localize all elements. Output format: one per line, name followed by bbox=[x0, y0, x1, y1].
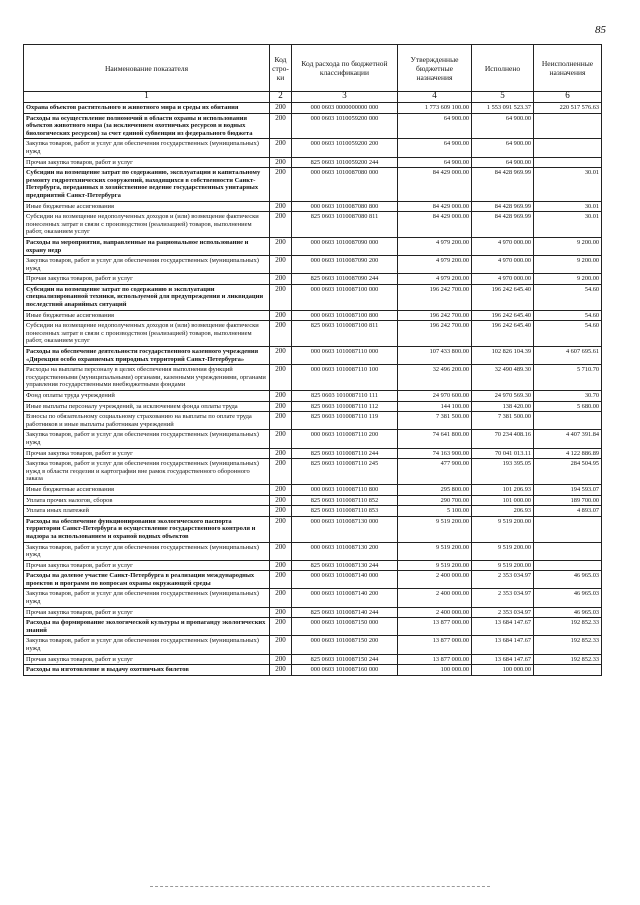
row-approved: 84 429 000.00 bbox=[398, 168, 472, 201]
row-approved: 74 163 900.00 bbox=[398, 448, 472, 459]
row-classification: 000 0603 1010059200 000 bbox=[292, 113, 398, 139]
row-executed: 193 395.05 bbox=[472, 459, 534, 485]
row-classification: 000 0603 1010087080 800 bbox=[292, 201, 398, 212]
row-code: 200 bbox=[270, 212, 292, 238]
row-unexecuted bbox=[534, 412, 602, 430]
row-classification: 000 0603 1010059200 200 bbox=[292, 139, 398, 157]
row-classification: 000 0603 1010087100 800 bbox=[292, 310, 398, 321]
row-unexecuted: 54.60 bbox=[534, 310, 602, 321]
table-row bbox=[24, 256, 602, 274]
row-approved: 290 700.00 bbox=[398, 495, 472, 506]
row-unexecuted: 5 680.00 bbox=[534, 401, 602, 412]
row-executed: 196 242 645.40 bbox=[472, 310, 534, 321]
row-code: 200 bbox=[270, 347, 292, 365]
row-executed: 101 206.93 bbox=[472, 484, 534, 495]
column-number: 1 bbox=[24, 92, 270, 103]
row-executed: 2 353 034.97 bbox=[472, 607, 534, 618]
row-unexecuted: 46 965.03 bbox=[534, 607, 602, 618]
row-executed: 100 000.00 bbox=[472, 665, 534, 676]
row-name: Закупка товаров, работ и услуг для обеспечения государственных (муниципальных) нужд bbox=[24, 256, 270, 274]
row-classification: 825 0603 1010087080 811 bbox=[292, 212, 398, 238]
row-code: 200 bbox=[270, 571, 292, 589]
table-row bbox=[24, 495, 602, 506]
table-row bbox=[24, 168, 602, 201]
row-classification: 825 0603 1010087110 112 bbox=[292, 401, 398, 412]
row-executed: 64 900.00 bbox=[472, 113, 534, 139]
row-unexecuted: 192 852.33 bbox=[534, 618, 602, 636]
table-row bbox=[24, 321, 602, 347]
row-classification: 000 0603 1010087150 000 bbox=[292, 618, 398, 636]
table-row bbox=[24, 516, 602, 542]
row-name: Субсидии на возмещение затрат по содержанию и эксплуатации специализированной техники, используемой для предупреждения и ликвидации последствий аварийных ситуаций bbox=[24, 284, 270, 310]
row-unexecuted bbox=[534, 542, 602, 560]
row-name: Прочая закупка товаров, работ и услуг bbox=[24, 448, 270, 459]
row-classification: 000 0603 1010087110 000 bbox=[292, 347, 398, 365]
table-row bbox=[24, 448, 602, 459]
row-code: 200 bbox=[270, 430, 292, 448]
page-number: 85 bbox=[595, 24, 606, 36]
row-unexecuted: 30.70 bbox=[534, 391, 602, 402]
row-name: Расходы на изготовление и выдачу охотничьих билетов bbox=[24, 665, 270, 676]
row-approved: 64 900.00 bbox=[398, 113, 472, 139]
row-code: 200 bbox=[270, 274, 292, 285]
row-classification: 000 0603 1010087090 000 bbox=[292, 237, 398, 255]
row-executed: 138 420.00 bbox=[472, 401, 534, 412]
row-approved: 84 429 000.00 bbox=[398, 201, 472, 212]
row-code: 200 bbox=[270, 607, 292, 618]
row-approved: 4 979 200.00 bbox=[398, 237, 472, 255]
row-name: Расходы на долевое участие Санкт-Петербурга в реализации международных проектов и программ по вопросам охраны окружающей среды bbox=[24, 571, 270, 589]
row-classification: 000 0603 1010087100 000 bbox=[292, 284, 398, 310]
table-row bbox=[24, 589, 602, 607]
table-row bbox=[24, 401, 602, 412]
column-number: 3 bbox=[292, 92, 398, 103]
row-name: Расходы на обеспечение функционирования экологического паспорта территории Санкт-Петербурга и осуществление государственного контроля и надзора за использованием и охраной водных объектов bbox=[24, 516, 270, 542]
row-unexecuted: 220 517 576.63 bbox=[534, 103, 602, 114]
table-row bbox=[24, 430, 602, 448]
row-name: Расходы на осуществление полномочий в области охраны и использования объектов животного мира (за исключением охотничьих ресурсов и водных биологических ресурсов) за счет единой субвенции из федерального бюджета bbox=[24, 113, 270, 139]
row-approved: 64 900.00 bbox=[398, 157, 472, 168]
row-approved: 24 970 600.00 bbox=[398, 391, 472, 402]
row-approved: 196 242 700.00 bbox=[398, 284, 472, 310]
row-name: Взносы по обязательному социальному страхованию на выплаты по оплате труда работников и иные выплаты работникам учреждений bbox=[24, 412, 270, 430]
row-approved: 13 877 000.00 bbox=[398, 636, 472, 654]
row-code: 200 bbox=[270, 560, 292, 571]
table-row bbox=[24, 665, 602, 676]
row-classification: 000 0603 1010087150 200 bbox=[292, 636, 398, 654]
row-code: 200 bbox=[270, 506, 292, 517]
row-unexecuted bbox=[534, 665, 602, 676]
row-approved: 7 381 500.00 bbox=[398, 412, 472, 430]
row-executed: 2 353 034.97 bbox=[472, 589, 534, 607]
row-approved: 13 877 000.00 bbox=[398, 618, 472, 636]
row-executed: 70 234 408.16 bbox=[472, 430, 534, 448]
table-row bbox=[24, 484, 602, 495]
page-footer-line bbox=[150, 886, 490, 888]
row-approved: 144 100.00 bbox=[398, 401, 472, 412]
row-unexecuted: 192 852.33 bbox=[534, 654, 602, 665]
row-executed: 70 041 013.11 bbox=[472, 448, 534, 459]
row-approved: 9 519 200.00 bbox=[398, 560, 472, 571]
row-name: Иные бюджетные ассигнования bbox=[24, 310, 270, 321]
row-code: 200 bbox=[270, 310, 292, 321]
row-classification: 000 0603 1010087140 000 bbox=[292, 571, 398, 589]
row-executed: 4 970 000.00 bbox=[472, 274, 534, 285]
row-name: Прочая закупка товаров, работ и услуг bbox=[24, 157, 270, 168]
row-name: Прочая закупка товаров, работ и услуг bbox=[24, 560, 270, 571]
row-unexecuted: 194 593.07 bbox=[534, 484, 602, 495]
row-approved: 9 519 200.00 bbox=[398, 516, 472, 542]
table-row bbox=[24, 459, 602, 485]
row-classification: 000 0603 1010087160 000 bbox=[292, 665, 398, 676]
row-classification: 000 0603 1010087110 100 bbox=[292, 365, 398, 391]
row-unexecuted: 30.01 bbox=[534, 168, 602, 201]
row-executed: 7 381 500.00 bbox=[472, 412, 534, 430]
row-executed: 32 490 489.30 bbox=[472, 365, 534, 391]
column-number: 4 bbox=[398, 92, 472, 103]
row-executed: 24 970 569.30 bbox=[472, 391, 534, 402]
row-classification: 825 0603 1010087090 244 bbox=[292, 274, 398, 285]
row-classification: 000 0603 1010087130 000 bbox=[292, 516, 398, 542]
row-code: 200 bbox=[270, 654, 292, 665]
row-unexecuted bbox=[534, 113, 602, 139]
row-code: 200 bbox=[270, 665, 292, 676]
table-row bbox=[24, 157, 602, 168]
row-executed: 13 684 147.67 bbox=[472, 618, 534, 636]
row-unexecuted: 4 122 886.89 bbox=[534, 448, 602, 459]
row-unexecuted: 30.01 bbox=[534, 201, 602, 212]
row-executed: 13 684 147.67 bbox=[472, 654, 534, 665]
row-name: Иные бюджетные ассигнования bbox=[24, 201, 270, 212]
row-classification: 825 0603 1010087110 245 bbox=[292, 459, 398, 485]
row-code: 200 bbox=[270, 636, 292, 654]
row-name: Закупка товаров, работ и услуг для обеспечения государственных (муниципальных) нужд bbox=[24, 430, 270, 448]
table-row bbox=[24, 542, 602, 560]
row-executed: 206.93 bbox=[472, 506, 534, 517]
row-classification: 825 0603 1010059200 244 bbox=[292, 157, 398, 168]
row-name: Субсидии на возмещение затрат по содержанию, эксплуатации и капитальному ремонту гидротехнических сооружений, находящихся в собственности Санкт-Петербурга, переданных в хозяйственное ведение государственных унитарных предприятий Санкт-Петербурга bbox=[24, 168, 270, 201]
row-code: 200 bbox=[270, 237, 292, 255]
table-row bbox=[24, 365, 602, 391]
row-classification: 825 0603 1010087150 244 bbox=[292, 654, 398, 665]
row-code: 200 bbox=[270, 256, 292, 274]
row-classification: 825 0603 1010087140 244 bbox=[292, 607, 398, 618]
table-row bbox=[24, 607, 602, 618]
budget-execution-table bbox=[23, 44, 602, 676]
row-name: Расходы на выплаты персоналу в целях обеспечения выполнения функций государственными (муниципальными) органами, казенными учреждениями, органами управления государственными внебюджетными фондами bbox=[24, 365, 270, 391]
row-unexecuted: 4 407 391.84 bbox=[534, 430, 602, 448]
row-unexecuted: 192 852.33 bbox=[534, 636, 602, 654]
row-unexecuted: 5 710.70 bbox=[534, 365, 602, 391]
row-unexecuted: 284 504.95 bbox=[534, 459, 602, 485]
header-unexecuted: Неисполненные назначения bbox=[534, 45, 602, 92]
row-name: Фонд оплаты труда учреждений bbox=[24, 391, 270, 402]
row-code: 200 bbox=[270, 484, 292, 495]
table-row bbox=[24, 113, 602, 139]
row-executed: 84 428 969.99 bbox=[472, 212, 534, 238]
table-row bbox=[24, 571, 602, 589]
row-classification: 825 0603 1010087110 111 bbox=[292, 391, 398, 402]
table-row bbox=[24, 201, 602, 212]
row-classification: 000 0603 0000000000 000 bbox=[292, 103, 398, 114]
row-unexecuted bbox=[534, 139, 602, 157]
table-row bbox=[24, 636, 602, 654]
row-code: 200 bbox=[270, 139, 292, 157]
row-unexecuted bbox=[534, 560, 602, 571]
row-unexecuted: 9 200.00 bbox=[534, 274, 602, 285]
row-classification: 825 0603 1010087130 244 bbox=[292, 560, 398, 571]
header-classification: Код расхода по бюджетной классификации bbox=[292, 45, 398, 92]
row-executed: 84 428 969.99 bbox=[472, 201, 534, 212]
row-code: 200 bbox=[270, 618, 292, 636]
row-approved: 107 433 800.00 bbox=[398, 347, 472, 365]
row-code: 200 bbox=[270, 589, 292, 607]
table-row bbox=[24, 237, 602, 255]
table-row bbox=[24, 310, 602, 321]
row-code: 200 bbox=[270, 168, 292, 201]
row-executed: 4 970 000.00 bbox=[472, 256, 534, 274]
table-row bbox=[24, 506, 602, 517]
row-classification: 000 0603 1010087130 200 bbox=[292, 542, 398, 560]
table-row bbox=[24, 560, 602, 571]
row-executed: 84 428 969.99 bbox=[472, 168, 534, 201]
row-unexecuted bbox=[534, 516, 602, 542]
table-row bbox=[24, 654, 602, 665]
row-unexecuted: 4 893.07 bbox=[534, 506, 602, 517]
row-approved: 2 400 000.00 bbox=[398, 571, 472, 589]
row-code: 200 bbox=[270, 495, 292, 506]
row-approved: 5 100.00 bbox=[398, 506, 472, 517]
header-executed: Исполнено bbox=[472, 45, 534, 92]
row-classification: 000 0603 1010087080 000 bbox=[292, 168, 398, 201]
row-unexecuted: 4 607 695.61 bbox=[534, 347, 602, 365]
column-number-row bbox=[24, 92, 602, 103]
column-number: 5 bbox=[472, 92, 534, 103]
row-name: Прочая закупка товаров, работ и услуг bbox=[24, 654, 270, 665]
row-executed: 101 000.00 bbox=[472, 495, 534, 506]
row-code: 200 bbox=[270, 412, 292, 430]
table-row bbox=[24, 347, 602, 365]
row-classification: 000 0603 1010087140 200 bbox=[292, 589, 398, 607]
row-name: Субсидии на возмещение недополученных доходов и (или) возмещение фактически понесенных затрат в связи с производством (реализацией) товаров, выполнением работ, оказанием услуг bbox=[24, 212, 270, 238]
header-name: Наименование показателя bbox=[24, 45, 270, 92]
row-code: 200 bbox=[270, 448, 292, 459]
row-code: 200 bbox=[270, 103, 292, 114]
row-name: Уплата иных платежей bbox=[24, 506, 270, 517]
row-executed: 9 519 200.00 bbox=[472, 542, 534, 560]
row-classification: 825 0603 1010087110 244 bbox=[292, 448, 398, 459]
table-row bbox=[24, 212, 602, 238]
table-row bbox=[24, 103, 602, 114]
row-classification: 825 0603 1010087110 853 bbox=[292, 506, 398, 517]
row-executed: 13 684 147.67 bbox=[472, 636, 534, 654]
row-code: 200 bbox=[270, 113, 292, 139]
row-name: Иные выплаты персоналу учреждений, за исключением фонда оплаты труда bbox=[24, 401, 270, 412]
row-unexecuted: 9 200.00 bbox=[534, 256, 602, 274]
table-header-row bbox=[24, 45, 602, 92]
table-row bbox=[24, 618, 602, 636]
row-approved: 13 877 000.00 bbox=[398, 654, 472, 665]
row-unexecuted: 189 700.00 bbox=[534, 495, 602, 506]
row-executed: 1 553 091 523.37 bbox=[472, 103, 534, 114]
row-name: Закупка товаров, работ и услуг для обеспечения государственных (муниципальных) нужд bbox=[24, 139, 270, 157]
table-row bbox=[24, 391, 602, 402]
row-approved: 477 900.00 bbox=[398, 459, 472, 485]
row-executed: 64 900.00 bbox=[472, 157, 534, 168]
row-classification: 000 0603 1010087090 200 bbox=[292, 256, 398, 274]
table-row bbox=[24, 284, 602, 310]
row-code: 200 bbox=[270, 542, 292, 560]
row-code: 200 bbox=[270, 157, 292, 168]
table-row bbox=[24, 139, 602, 157]
row-executed: 64 900.00 bbox=[472, 139, 534, 157]
row-name: Закупка товаров, работ и услуг для обеспечения государственных (муниципальных) нужд bbox=[24, 589, 270, 607]
row-unexecuted: 54.60 bbox=[534, 321, 602, 347]
table-body bbox=[24, 103, 602, 676]
row-unexecuted: 54.60 bbox=[534, 284, 602, 310]
row-code: 200 bbox=[270, 284, 292, 310]
row-approved: 4 979 200.00 bbox=[398, 256, 472, 274]
row-approved: 196 242 700.00 bbox=[398, 321, 472, 347]
row-approved: 2 400 000.00 bbox=[398, 589, 472, 607]
row-unexecuted bbox=[534, 157, 602, 168]
row-executed: 9 519 200.00 bbox=[472, 560, 534, 571]
row-classification: 000 0603 1010087110 800 bbox=[292, 484, 398, 495]
table-row bbox=[24, 412, 602, 430]
row-code: 200 bbox=[270, 401, 292, 412]
row-name: Закупка товаров, работ и услуг для обеспечения государственных (муниципальных) нужд bbox=[24, 542, 270, 560]
header-approved: Утвержденные бюджетные назначения bbox=[398, 45, 472, 92]
column-number: 2 bbox=[270, 92, 292, 103]
row-name: Расходы на обеспечение деятельности государственного казенного учреждения «Дирекция особо охраняемых природных территорий Санкт-Петербурга» bbox=[24, 347, 270, 365]
row-name: Уплата прочих налогов, сборов bbox=[24, 495, 270, 506]
row-name: Охрана объектов растительного и животного мира и среды их обитания bbox=[24, 103, 270, 114]
row-approved: 100 000.00 bbox=[398, 665, 472, 676]
row-name: Прочая закупка товаров, работ и услуг bbox=[24, 274, 270, 285]
row-executed: 196 242 645.40 bbox=[472, 321, 534, 347]
table-row bbox=[24, 274, 602, 285]
row-classification: 825 0603 1010087100 811 bbox=[292, 321, 398, 347]
header-code: Код стро-ки bbox=[270, 45, 292, 92]
row-executed: 9 519 200.00 bbox=[472, 516, 534, 542]
row-unexecuted: 30.01 bbox=[534, 212, 602, 238]
row-classification: 825 0603 1010087110 119 bbox=[292, 412, 398, 430]
row-unexecuted: 9 200.00 bbox=[534, 237, 602, 255]
row-code: 200 bbox=[270, 365, 292, 391]
row-code: 200 bbox=[270, 201, 292, 212]
row-approved: 32 496 200.00 bbox=[398, 365, 472, 391]
row-executed: 2 353 034.97 bbox=[472, 571, 534, 589]
row-name: Расходы на формирование экологической культуры и пропаганду экологических знаний bbox=[24, 618, 270, 636]
row-name: Субсидии на возмещение недополученных доходов и (или) возмещение фактически понесенных затрат в связи с производством (реализацией) товаров, выполнением работ, оказанием услуг bbox=[24, 321, 270, 347]
row-code: 200 bbox=[270, 391, 292, 402]
row-unexecuted: 46 965.03 bbox=[534, 571, 602, 589]
row-approved: 1 773 609 100.00 bbox=[398, 103, 472, 114]
row-name: Иные бюджетные ассигнования bbox=[24, 484, 270, 495]
row-classification: 000 0603 1010087110 200 bbox=[292, 430, 398, 448]
row-code: 200 bbox=[270, 321, 292, 347]
row-approved: 295 800.00 bbox=[398, 484, 472, 495]
row-approved: 2 400 000.00 bbox=[398, 607, 472, 618]
row-approved: 4 979 200.00 bbox=[398, 274, 472, 285]
row-approved: 64 900.00 bbox=[398, 139, 472, 157]
row-approved: 196 242 700.00 bbox=[398, 310, 472, 321]
row-code: 200 bbox=[270, 459, 292, 485]
row-approved: 9 519 200.00 bbox=[398, 542, 472, 560]
row-approved: 84 429 000.00 bbox=[398, 212, 472, 238]
row-classification: 825 0603 1010087110 852 bbox=[292, 495, 398, 506]
row-name: Прочая закупка товаров, работ и услуг bbox=[24, 607, 270, 618]
row-approved: 74 641 800.00 bbox=[398, 430, 472, 448]
row-unexecuted: 46 965.03 bbox=[534, 589, 602, 607]
row-executed: 196 242 645.40 bbox=[472, 284, 534, 310]
row-name: Закупка товаров, работ и услуг для обеспечения государственных (муниципальных) нужд bbox=[24, 636, 270, 654]
column-number: 6 bbox=[534, 92, 602, 103]
row-name: Закупка товаров, работ и услуг для обеспечения государственных (муниципальных) нужд в области геодезии и картографии вне рамок государственного оборонного заказа bbox=[24, 459, 270, 485]
row-executed: 102 826 104.39 bbox=[472, 347, 534, 365]
row-executed: 4 970 000.00 bbox=[472, 237, 534, 255]
row-code: 200 bbox=[270, 516, 292, 542]
row-name: Расходы на мероприятия, направленные на рациональное использование и охрану недр bbox=[24, 237, 270, 255]
